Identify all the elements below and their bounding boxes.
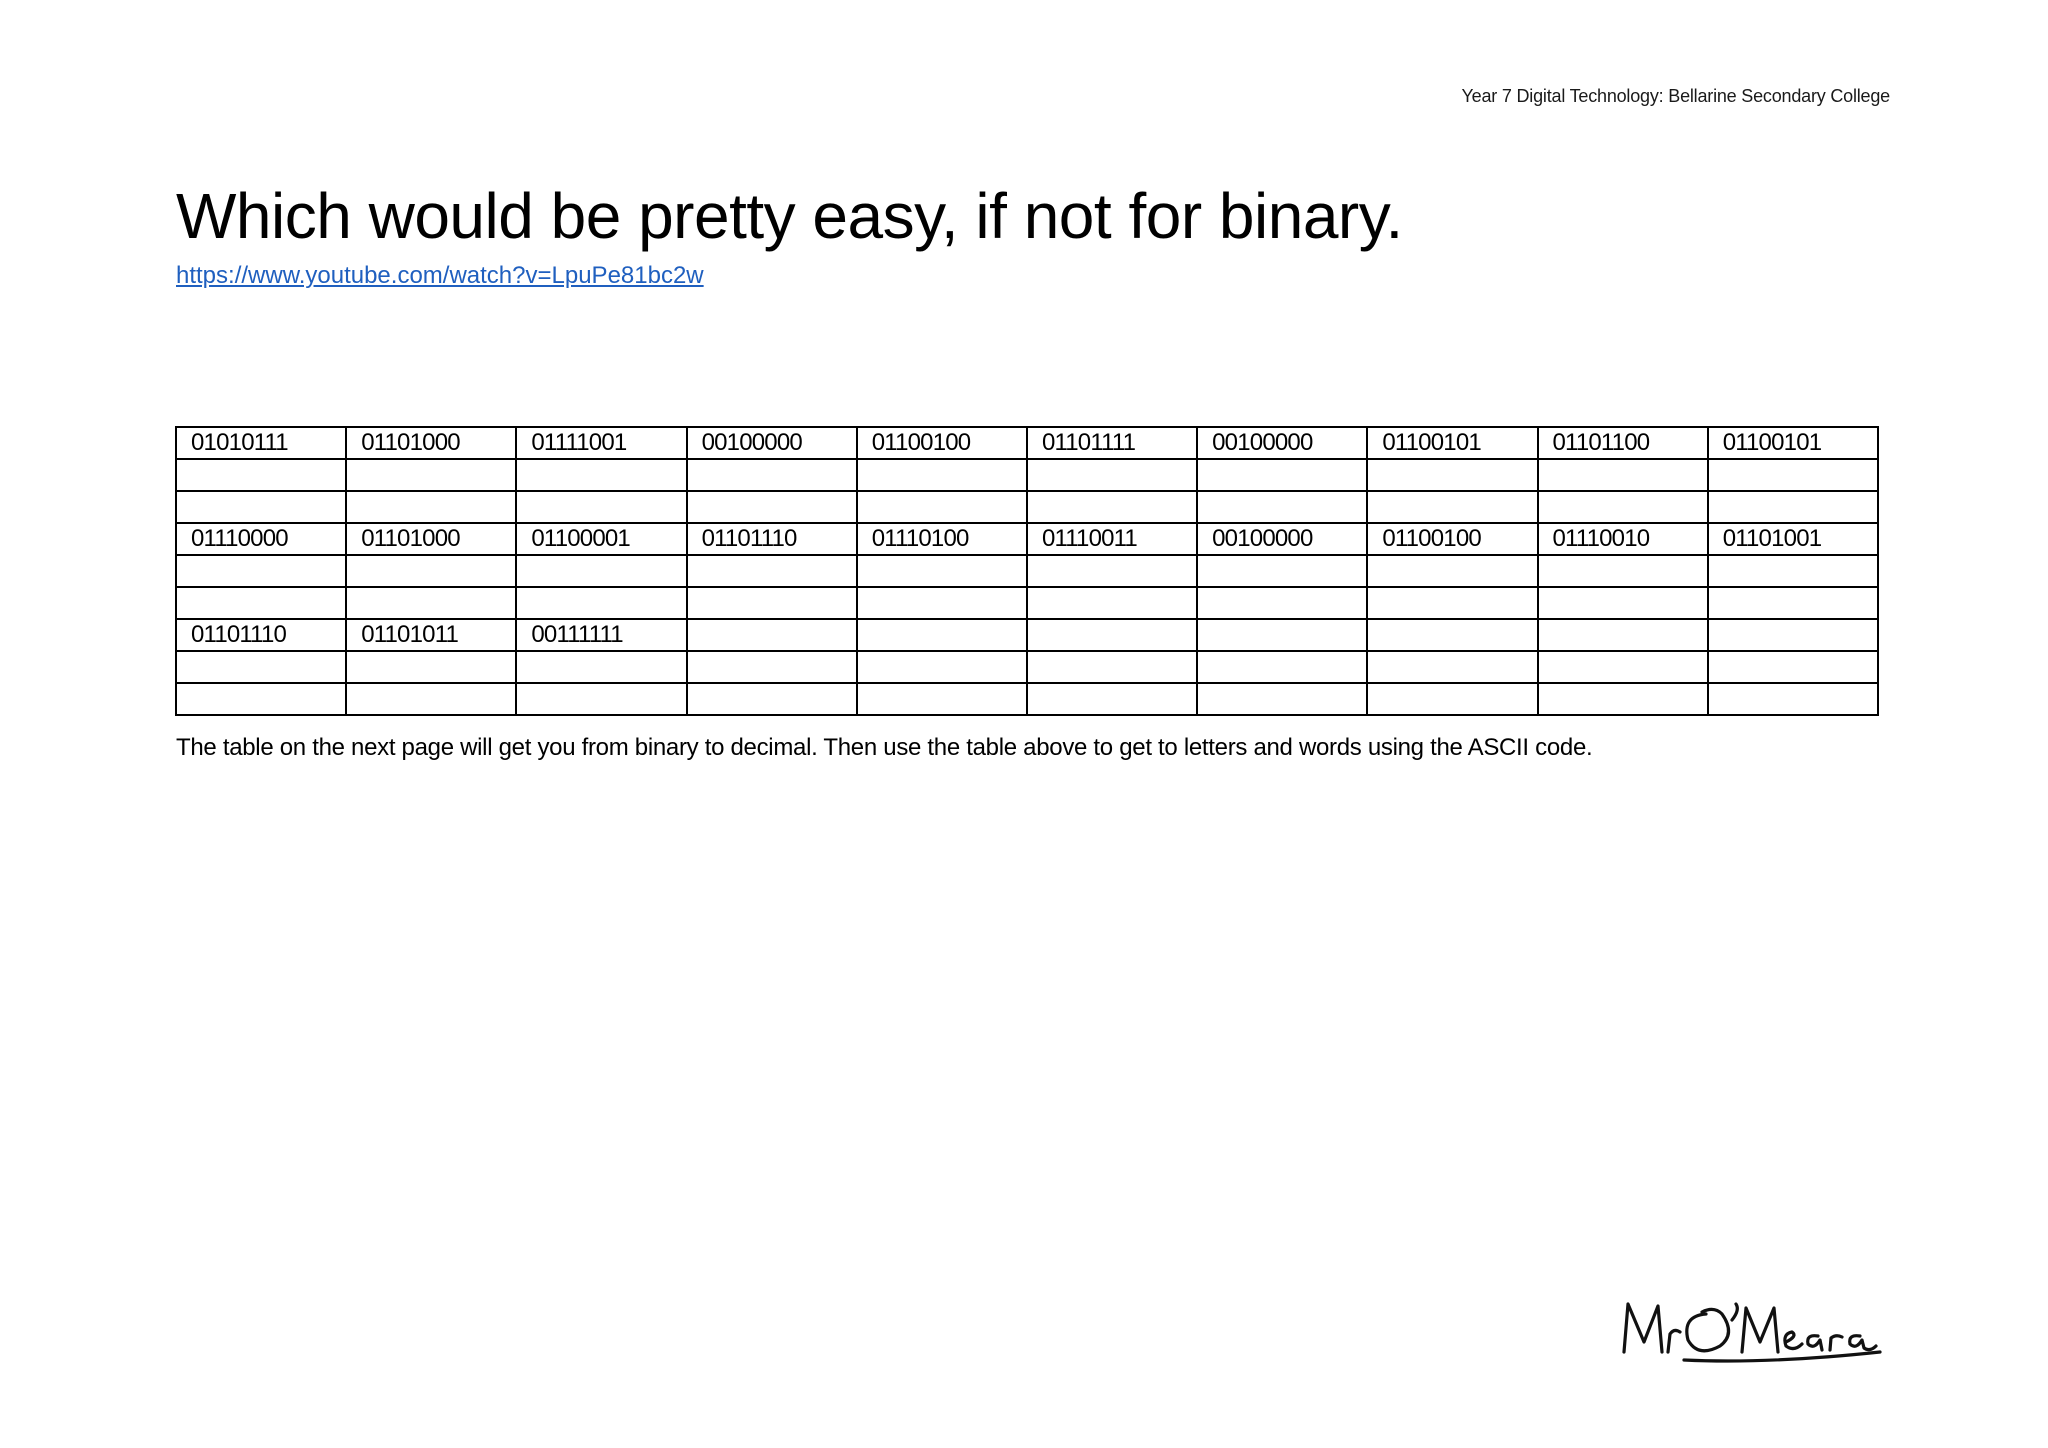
answer-cell: [1197, 555, 1367, 587]
binary-cell: 01100101: [1367, 427, 1537, 459]
binary-cell: 00100000: [1197, 427, 1367, 459]
answer-cell: [1708, 651, 1878, 683]
answer-cell: [857, 651, 1027, 683]
answer-cell: [1027, 683, 1197, 715]
answer-cell: [1708, 555, 1878, 587]
answer-cell: [1708, 491, 1878, 523]
answer-cell: [1027, 651, 1197, 683]
answer-cell: [1538, 683, 1708, 715]
answer-cell: [1367, 555, 1537, 587]
header-note: Year 7 Digital Technology: Bellarine Secondary College: [1461, 86, 1890, 106]
answer-cell: [346, 683, 516, 715]
binary-cell: 01101111: [1027, 427, 1197, 459]
answer-cell: [346, 651, 516, 683]
answer-cell: [687, 459, 857, 491]
answer-cell: [1197, 491, 1367, 523]
answer-cell: [1708, 587, 1878, 619]
binary-table: [175, 426, 1879, 716]
answer-cell: [176, 683, 346, 715]
binary-cell: 01101110: [687, 523, 857, 555]
answer-cell: [857, 587, 1027, 619]
answer-cell: [1367, 683, 1537, 715]
binary-cell: 01100100: [857, 427, 1027, 459]
answer-cell: [1027, 619, 1197, 651]
binary-cell: 01101100: [1538, 427, 1708, 459]
answer-cell: [687, 651, 857, 683]
answer-cell: [176, 491, 346, 523]
table-row: [176, 651, 1878, 683]
answer-cell: [346, 491, 516, 523]
table-row: [176, 683, 1878, 715]
binary-cell: 01101001: [1708, 523, 1878, 555]
answer-cell: [1367, 587, 1537, 619]
answer-cell: [1027, 587, 1197, 619]
answer-cell: [1027, 555, 1197, 587]
binary-cell: 01110010: [1538, 523, 1708, 555]
answer-cell: [1708, 619, 1878, 651]
answer-cell: [1197, 587, 1367, 619]
table-row: [176, 587, 1878, 619]
answer-cell: [1367, 459, 1537, 491]
answer-cell: [687, 555, 857, 587]
binary-cell: 01100100: [1367, 523, 1537, 555]
answer-cell: [1538, 587, 1708, 619]
answer-cell: [176, 459, 346, 491]
answer-cell: [857, 459, 1027, 491]
instruction-text: The table on the next page will get you from binary to decimal. Then use the table above to get to letters and words using the ASCII code.: [176, 734, 1593, 761]
answer-cell: [857, 491, 1027, 523]
answer-cell: [516, 459, 686, 491]
answer-cell: [516, 491, 686, 523]
page-title: Which would be pretty easy, if not for binary.: [176, 180, 1403, 252]
table-row: [176, 459, 1878, 491]
answer-cell: [1197, 619, 1367, 651]
answer-cell: [1027, 491, 1197, 523]
answer-cell: [176, 555, 346, 587]
table-row: [176, 491, 1878, 523]
table-row: [176, 523, 1878, 555]
binary-cell: 01111001: [516, 427, 686, 459]
binary-cell: 00100000: [1197, 523, 1367, 555]
binary-cell: 01110100: [857, 523, 1027, 555]
binary-cell: 01010111: [176, 427, 346, 459]
answer-cell: [1367, 651, 1537, 683]
answer-cell: [1197, 683, 1367, 715]
answer-cell: [1538, 459, 1708, 491]
answer-cell: [1708, 683, 1878, 715]
answer-cell: [687, 587, 857, 619]
binary-cell: 01101000: [346, 427, 516, 459]
signature-icon: [1618, 1290, 1890, 1370]
answer-cell: [1197, 459, 1367, 491]
answer-cell: [1538, 651, 1708, 683]
answer-cell: [857, 619, 1027, 651]
answer-cell: [687, 683, 857, 715]
answer-cell: [1538, 555, 1708, 587]
answer-cell: [516, 651, 686, 683]
answer-cell: [1027, 459, 1197, 491]
youtube-link[interactable]: https://www.youtube.com/watch?v=LpuPe81bc2w: [176, 262, 704, 289]
binary-cell: 01100001: [516, 523, 686, 555]
table-row: [176, 619, 1878, 651]
answer-cell: [1367, 619, 1537, 651]
answer-cell: [346, 459, 516, 491]
binary-cell: 01101110: [176, 619, 346, 651]
answer-cell: [346, 555, 516, 587]
answer-cell: [1197, 651, 1367, 683]
answer-cell: [1367, 491, 1537, 523]
answer-cell: [516, 587, 686, 619]
table-row: [176, 555, 1878, 587]
answer-cell: [176, 587, 346, 619]
answer-cell: [687, 491, 857, 523]
answer-cell: [1708, 459, 1878, 491]
binary-cell: 01100101: [1708, 427, 1878, 459]
answer-cell: [516, 555, 686, 587]
binary-cell: 00111111: [516, 619, 686, 651]
answer-cell: [346, 587, 516, 619]
binary-cell: 01101000: [346, 523, 516, 555]
table-row: [176, 427, 1878, 459]
answer-cell: [516, 683, 686, 715]
binary-table-body: [176, 427, 1878, 715]
binary-cell: 01101011: [346, 619, 516, 651]
answer-cell: [857, 683, 1027, 715]
answer-cell: [176, 651, 346, 683]
answer-cell: [687, 619, 857, 651]
binary-cell: 01110000: [176, 523, 346, 555]
answer-cell: [857, 555, 1027, 587]
answer-cell: [1538, 619, 1708, 651]
answer-cell: [1538, 491, 1708, 523]
binary-cell: 01110011: [1027, 523, 1197, 555]
binary-cell: 00100000: [687, 427, 857, 459]
